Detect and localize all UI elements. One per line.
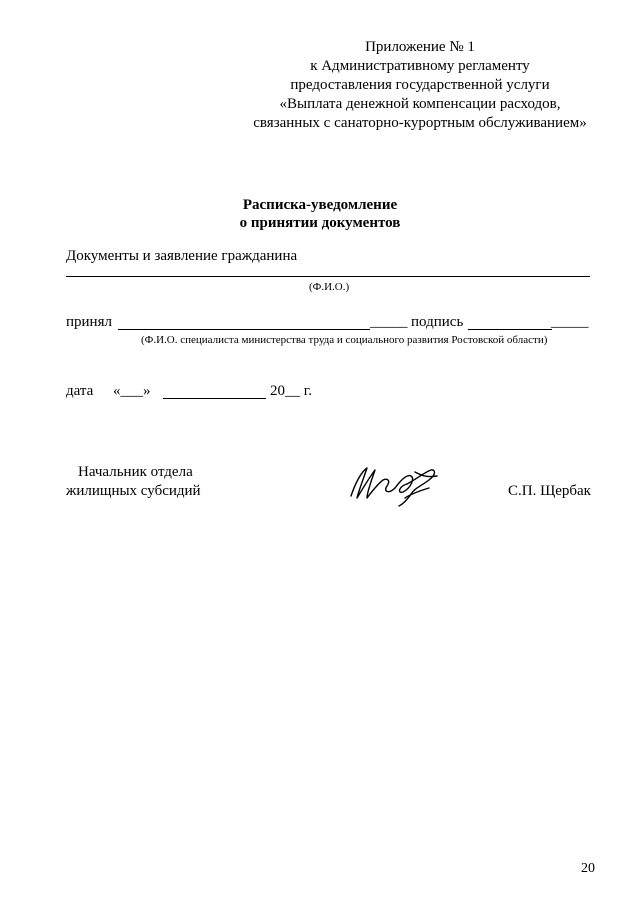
document-title <box>0 196 640 232</box>
appendix-line-service: предоставления государственной услуги <box>290 77 550 93</box>
citizen-name-line <box>66 276 590 277</box>
specialist-name-line <box>118 329 370 330</box>
documents-label: Документы и заявлeние гражданина <box>66 248 298 264</box>
signature-dash: _____ <box>551 314 589 330</box>
date-year: 20__ г. <box>270 383 312 399</box>
appendix-line-regulation: к Административному регламенту <box>310 58 530 74</box>
signature-label: подпись <box>411 314 464 330</box>
date-label: дата <box>66 383 94 399</box>
specialist-caption: (Ф.И.О. специалиста министерства труда и социального развития Ростовской области) <box>141 334 548 346</box>
signer-name: С.П. Щербак <box>508 483 591 499</box>
appendix-line-service-name: «Выплата денежной компенсации расходов, <box>279 96 561 112</box>
appendix-number: Приложение № 1 <box>365 39 475 55</box>
fio-caption: (Ф.И.О.) <box>309 281 350 293</box>
date-month-line <box>163 398 266 399</box>
title-line-1: Расписка-уведомление <box>242 197 398 213</box>
title-line-2: о принятии документов <box>239 215 401 231</box>
appendix-line-service-name-cont: связанных с санаторно-курортным обслуживанием» <box>253 115 587 131</box>
handwritten-signature <box>345 458 445 508</box>
appendix-header <box>240 38 600 133</box>
date-day: «___» <box>113 383 151 399</box>
page-number: 20 <box>581 861 595 876</box>
position-line-2: жилищных субсидий <box>66 483 201 499</box>
position-line-1: Начальник отдела <box>78 464 193 480</box>
received-label: принял <box>66 314 112 330</box>
received-dash: _____ <box>370 314 408 330</box>
signature-line <box>468 329 552 330</box>
